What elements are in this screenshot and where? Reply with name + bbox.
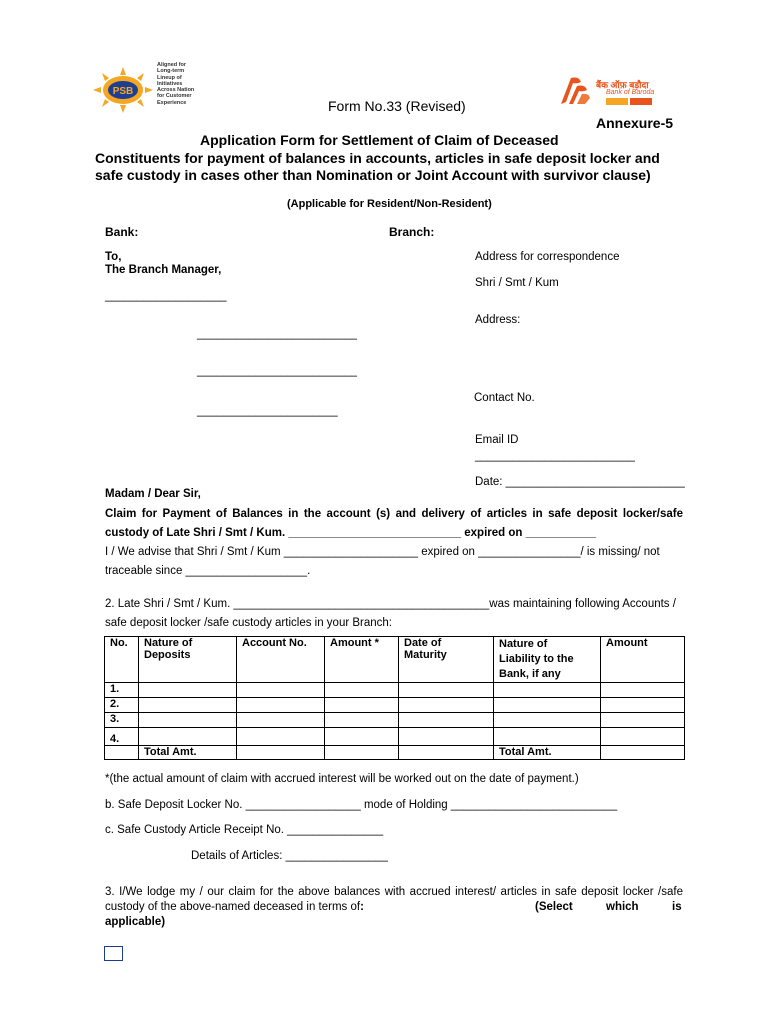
receipt-line: c. Safe Custody Article Receipt No. _______________ xyxy=(105,824,384,836)
psb-logo-label: PSB xyxy=(112,86,134,97)
table-cell[interactable] xyxy=(601,713,685,728)
email-label: Email ID xyxy=(475,434,519,446)
psb-tagline: Aligned for Long-term Lineup of Initiatives Across Nation for Customer Experience xyxy=(157,62,195,106)
bank-name-hindi: बैंक ऑफ़ बड़ौदा xyxy=(596,80,649,90)
table-row xyxy=(105,698,685,713)
table-cell[interactable] xyxy=(601,683,685,698)
branch-manager-label: The Branch Manager, xyxy=(105,264,222,276)
bank-name: Bank of Baroda xyxy=(606,89,655,96)
table-row xyxy=(105,728,685,746)
table-cell[interactable] xyxy=(237,728,325,746)
accounts-table xyxy=(104,636,685,760)
table-total-row xyxy=(105,746,685,760)
table-cell[interactable] xyxy=(494,698,601,713)
form-number: Form No.33 (Revised) xyxy=(328,98,466,114)
bank-of-baroda-logo xyxy=(557,74,591,106)
table-cell[interactable] xyxy=(237,683,325,698)
to-label: To, xyxy=(105,251,122,263)
form-title-line1: Application Form for Settlement of Claim of Deceased xyxy=(200,132,559,148)
column-header: Nature of Deposits xyxy=(139,637,237,683)
table-cell[interactable] xyxy=(399,746,494,760)
option-checkbox[interactable] xyxy=(104,946,123,961)
table-cell[interactable] xyxy=(325,746,399,760)
table-cell[interactable] xyxy=(399,728,494,746)
bank-badge xyxy=(606,98,628,105)
column-header: Account No. xyxy=(237,637,325,683)
bank-label: Bank: xyxy=(105,225,139,239)
table-cell[interactable] xyxy=(601,728,685,746)
contact-label: Contact No. xyxy=(474,392,535,404)
table-cell[interactable] xyxy=(601,746,685,760)
total-label: Total Amt. xyxy=(494,746,601,760)
amount-note: *(the actual amount of claim with accrued interest will be worked out on the date of payment.) xyxy=(105,773,579,785)
select-note: (Select xyxy=(535,901,573,913)
table-cell[interactable] xyxy=(494,713,601,728)
table-row xyxy=(105,713,685,728)
applicability-note: (Applicable for Resident/Non-Resident) xyxy=(287,198,492,210)
table-cell[interactable] xyxy=(399,683,494,698)
table-cell[interactable] xyxy=(237,698,325,713)
table-cell[interactable] xyxy=(139,683,237,698)
bank-badge xyxy=(630,98,652,105)
table-cell[interactable] xyxy=(601,698,685,713)
annexure-label: Annexure-5 xyxy=(596,115,674,131)
table-cell[interactable] xyxy=(325,683,399,698)
table-cell[interactable] xyxy=(325,713,399,728)
column-header: Amount xyxy=(601,637,685,683)
select-note: which xyxy=(606,901,639,913)
table-cell[interactable] xyxy=(139,728,237,746)
address-blank-line[interactable]: ___________________ xyxy=(105,290,227,302)
advise-line: traceable since ___________________. xyxy=(105,565,311,577)
address-blank-line[interactable]: _________________________ xyxy=(197,328,357,340)
table-cell[interactable] xyxy=(237,713,325,728)
column-header: Nature of Liability to the Bank, if any xyxy=(494,637,601,683)
row-number: 4. xyxy=(105,728,139,746)
address-blank-line[interactable]: ______________________ xyxy=(197,405,338,417)
form-title xyxy=(95,132,685,185)
table-cell[interactable] xyxy=(494,728,601,746)
table-cell[interactable] xyxy=(494,683,601,698)
address-blank-line[interactable]: _________________________ xyxy=(197,365,357,377)
lodge-colon: : xyxy=(360,901,364,913)
email-field[interactable]: _________________________ xyxy=(475,450,635,462)
row-number: 3. xyxy=(105,713,139,728)
table-cell[interactable] xyxy=(139,698,237,713)
locker-line: b. Safe Deposit Locker No. __________________ mode of Holding __________________________ xyxy=(105,799,618,811)
select-note: applicable) xyxy=(105,916,166,928)
table-cell[interactable] xyxy=(399,698,494,713)
table-header-row xyxy=(105,637,685,683)
table-cell[interactable] xyxy=(237,746,325,760)
date-field[interactable]: Date: ____________________________ xyxy=(475,476,685,488)
column-header: No. xyxy=(105,637,139,683)
table-cell[interactable] xyxy=(325,698,399,713)
total-label: Total Amt. xyxy=(139,746,237,760)
late-account-line: 2. Late Shri / Smt / Kum. ________________________________________was maintaining following Accounts / xyxy=(105,598,676,610)
table-row xyxy=(105,683,685,698)
table-cell xyxy=(105,746,139,760)
row-number: 1. xyxy=(105,683,139,698)
advise-line: I / We advise that Shri / Smt / Kum _____________________ expired on ________________/ is missing/ not xyxy=(105,546,660,558)
correspondence-label: Address for correspondence xyxy=(475,251,620,263)
branch-label: Branch: xyxy=(389,225,435,239)
table-cell[interactable] xyxy=(139,713,237,728)
column-header: Date of Maturity xyxy=(399,637,494,683)
psb-logo xyxy=(93,67,153,113)
lodge-line: 3. I/We lodge my / our claim for the above balances with accrued interest/ articles in safe deposit locker /safe xyxy=(105,886,683,898)
salutation: Madam / Dear Sir, xyxy=(105,488,201,500)
table-cell[interactable] xyxy=(399,713,494,728)
address-label: Address: xyxy=(475,314,521,326)
form-title-rest: Constituents for payment of balances in accounts, articles in safe deposit locker and safe custody in cases other than Nomination or Joint Account with survivor clause) xyxy=(95,149,660,183)
table-cell[interactable] xyxy=(325,728,399,746)
lodge-line xyxy=(105,901,364,913)
row-number: 2. xyxy=(105,698,139,713)
lodge-line-text: custody of the above-named deceased in terms of xyxy=(105,901,361,913)
late-account-line: safe deposit locker /safe custody articles in your Branch: xyxy=(105,617,393,629)
articles-line: Details of Articles: ________________ xyxy=(191,850,388,862)
claim-line: Claim for Payment of Balances in the account (s) and delivery of articles in safe deposit locker/safe xyxy=(105,508,683,520)
column-header: Amount * xyxy=(325,637,399,683)
name-title-label: Shri / Smt / Kum xyxy=(475,277,559,289)
select-note: is xyxy=(672,901,682,913)
claim-line: custody of Late Shri / Smt / Kum. ___________________________ expired on ___________ xyxy=(105,527,596,539)
